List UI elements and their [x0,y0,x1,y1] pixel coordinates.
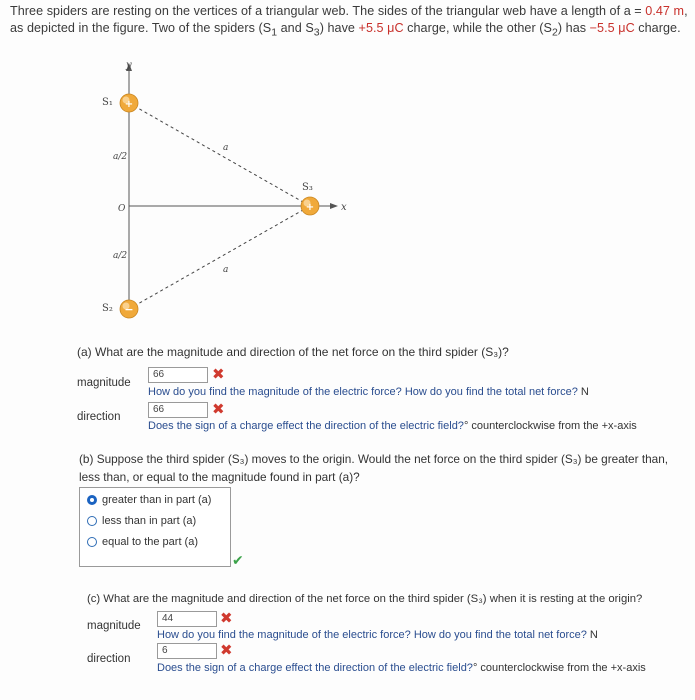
positive-charge-value: +5.5 μC [358,21,404,35]
part-a-magnitude-label: magnitude [77,377,131,389]
option-equal[interactable] [87,536,198,548]
subscript: 1 [271,26,278,39]
problem-statement [10,3,690,42]
length-value: 0.47 m [645,4,685,18]
x-mark-icon: ✖ [212,401,225,418]
part-a-magnitude-hint [148,386,589,398]
hint-text: How do you find the magnitude of the electric force? How do you find the total net force? [148,386,578,398]
radio-icon[interactable] [87,516,97,526]
s3-label: S₃ [302,182,313,193]
part-c-magnitude-label: magnitude [87,620,141,632]
option-greater[interactable] [87,494,211,506]
x-mark-icon: ✖ [212,366,225,383]
part-c-magnitude-input[interactable]: 44 [157,611,217,627]
x-mark-icon: ✖ [220,642,233,659]
side-label-top: a [223,143,229,153]
part-c-question: (c) What are the magnitude and direction of the net force on the third spider (S₃) when it is resting at the origin? [87,593,643,605]
problem-text-part: ) have [319,21,359,35]
part-c-direction-hint [157,662,646,674]
x-axis-label: x [341,202,347,213]
problem-text-part: , [684,4,688,18]
part-a-direction-input[interactable]: 66 [148,402,208,418]
triangle-side-lower [129,206,310,309]
option-label: equal to the part (a) [102,536,199,548]
triangle-side-upper [129,103,310,206]
problem-line-2 [10,20,690,42]
side-label-bottom: a [223,265,229,275]
option-label: greater than in part (a) [102,494,212,506]
part-c-magnitude-hint [157,629,598,641]
subscript: 2 [551,26,558,39]
s3-sign: + [305,202,315,213]
option-less[interactable] [87,515,196,527]
x-axis-arrow [330,203,338,209]
part-c-direction-label: direction [87,653,131,665]
unit-text: ° counterclockwise from the +x-axis [472,662,646,674]
s2-label: S₂ [102,303,113,314]
hint-text: How do you find the magnitude of the electric force? How do you find the total net force? [157,629,587,641]
part-b-question [79,450,679,486]
subscript: 3 [313,26,320,39]
part-a-magnitude-input[interactable]: 66 [148,367,208,383]
part-c-direction-input[interactable]: 6 [157,643,217,659]
part-a-question: (a) What are the magnitude and direction of the net force on the third spider (S₃)? [77,345,509,359]
part-a-direction-hint [148,420,637,432]
y-axis-label: y [126,60,132,71]
negative-charge-value: −5.5 μC [589,21,635,35]
radio-selected-icon[interactable] [87,495,97,505]
problem-text-part: charge. [634,21,681,35]
hint-text: Does the sign of a charge effect the direction of the electric field? [157,662,473,674]
lower-half-label: a/2 [113,251,128,261]
unit-text: N [577,386,589,398]
upper-half-label: a/2 [113,152,128,162]
origin-label: O [118,204,126,214]
unit-text: ° counterclockwise from the +x-axis [463,420,637,432]
check-mark-icon: ✔ [232,552,244,568]
part-b-question-line-2: less than, or equal to the magnitude found in part (a)? [79,470,360,484]
hint-text: Does the sign of a charge effect the direction of the electric field? [148,420,464,432]
unit-text: N [586,629,598,641]
problem-text-part: ) has [557,21,590,35]
problem-text-part: Three spiders are resting on the vertices of a triangular web. The sides of the triangular web have a length of a = [10,4,646,18]
problem-line-1 [10,3,690,20]
radio-icon[interactable] [87,537,97,547]
option-label: less than in part (a) [102,515,197,527]
s2-sign: − [124,303,134,316]
part-b-question-line-1: (b) Suppose the third spider (S₃) moves to the origin. Would the net force on the third spider (S₃) be greater than, [79,452,669,466]
problem-text-part: charge, while the other (S [403,21,552,35]
triangle-web-figure [80,55,370,335]
problem-text-part: as depicted in the figure. Two of the spiders (S [10,21,272,35]
s1-label: S₁ [102,97,113,108]
part-b-options [79,487,231,567]
problem-text-part: and S [277,21,314,35]
part-a-direction-label: direction [77,411,121,423]
s1-sign: + [124,99,134,110]
x-mark-icon: ✖ [220,610,233,627]
